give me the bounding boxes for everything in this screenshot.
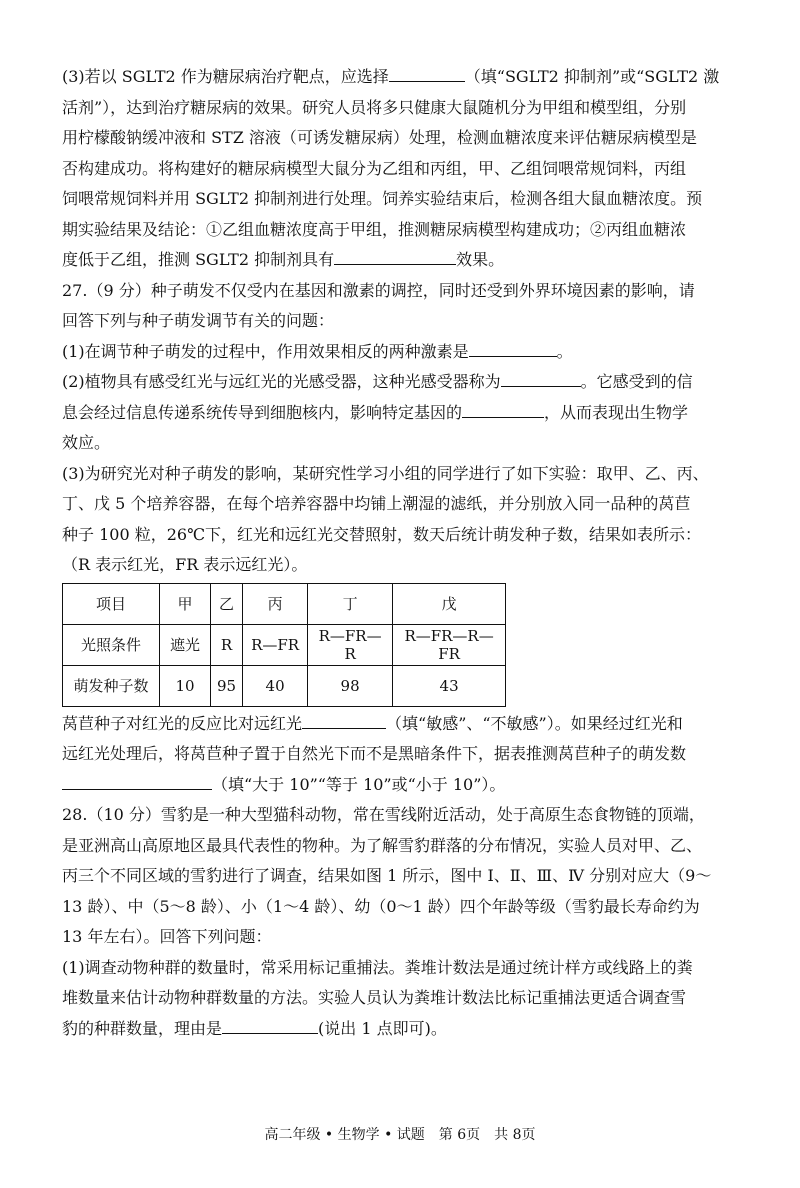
page-footer: 高二年级 • 生物学 • 试题 第 6页 共 8页 <box>264 1127 536 1143</box>
paragraph <box>62 398 738 429</box>
answer-blank[interactable] <box>501 369 581 387</box>
table-cell: R—FR <box>243 624 308 665</box>
table-cell: R—FR—R <box>308 624 393 665</box>
paragraph: 期实验结果及结论：①乙组血糖浓度高于甲组，推测糖尿病模型构建成功；②丙组血糖浓 <box>62 219 687 239</box>
text: （填“敏感”、“不敏感”）。如果经过红光和 <box>386 713 683 733</box>
paragraph: 远红光处理后，将莴苣种子置于自然光下而不是黑暗条件下，据表推测莴苣种子的萌发数 <box>62 744 687 763</box>
text: 。 <box>556 341 573 361</box>
text: 息会经过信息传递系统传导到细胞核内，影响特定基因的 <box>62 402 463 422</box>
paragraph: 活剂”），达到治疗糖尿病的效果。研究人员将多只健康大鼠随机分为甲组和模型组，分别 <box>62 97 687 117</box>
paragraph: 是亚洲高山高原地区最具代表性的物种。为了解雪豹群落的分布情况，实验人员对甲、乙、 <box>62 835 703 855</box>
paragraph: 丁、戊 5 个培养容器，在每个培养容器中均铺上潮湿的滤纸，并分别放入同一品种的莴苣 <box>62 494 691 513</box>
table-cell: 10 <box>160 665 211 706</box>
paragraph: 用柠檬酸钠缓冲液和 STZ 溶液（可诱发糖尿病）处理，检测血糖浓度来评估糖尿病模型是 <box>62 128 697 147</box>
paragraph <box>62 1014 738 1045</box>
exam-page <box>62 62 738 1044</box>
text: 。它感受到的信 <box>580 372 693 391</box>
text: 度低于乙组，推测 SGLT2 抑制剂具有 <box>62 250 335 269</box>
question-27-stem: 27.（9 分）种子萌发不仅受内在基因和激素的调控，同时还受到外界环境因素的影响，请 <box>62 280 695 300</box>
answer-blank[interactable] <box>222 1016 318 1034</box>
paragraph: （R 表示红光，FR 表示远红光）。 <box>62 555 308 574</box>
table-cell: 40 <box>243 665 308 706</box>
paragraph: 堆数量来估计动物种群数量的方法。实验人员认为粪堆计数法比标记重捕法更适合调查雪 <box>62 988 687 1007</box>
table-cell: 光照条件 <box>63 624 160 665</box>
table-cell: 戊 <box>393 583 506 624</box>
table-cell: R—FR—R—FR <box>393 624 506 665</box>
answer-blank[interactable] <box>334 247 456 265</box>
paragraph <box>62 770 738 801</box>
answer-blank[interactable] <box>389 64 465 82</box>
table-row <box>63 665 506 706</box>
text: (说出 1 点即可)。 <box>318 1018 447 1038</box>
text: ，从而表现出生物学 <box>544 402 689 422</box>
table-cell: 43 <box>393 665 506 706</box>
text: 效果。 <box>456 250 505 269</box>
table-cell: 遮光 <box>160 624 211 665</box>
table-cell: 萌发种子数 <box>63 665 160 706</box>
text: (2)植物具有感受红光与远红光的光感受器，这种光感受器称为 <box>62 372 501 391</box>
paragraph: (3)为研究光对种子萌发的影响，某研究性学习小组的同学进行了如下实验：取甲、乙、丙、 <box>62 463 709 483</box>
paragraph <box>62 709 738 740</box>
paragraph: 饲喂常规饲料并用 SGLT2 抑制剂进行处理。饲养实验结束后，检测各组大鼠血糖浓度。预 <box>62 189 703 208</box>
table-cell: 丁 <box>308 583 393 624</box>
text: （填“大于 10”“等于 10”或“小于 10”）。 <box>212 774 506 794</box>
table-cell: R <box>211 624 243 665</box>
text: 豹的种群数量，理由是 <box>62 1018 223 1038</box>
text: （填“SGLT2 抑制剂”或“SGLT2 激 <box>464 67 720 86</box>
text: 莴苣种子对红光的反应比对远红光 <box>62 713 303 733</box>
table-cell: 丙 <box>243 583 308 624</box>
table-header-row <box>63 583 506 624</box>
paragraph: 13 龄）、中（5～8 龄）、小（1～4 龄）、幼（0～1 龄）四个年龄等级（雪豹最长寿命约为 <box>62 896 700 916</box>
paragraph: 种子 100 粒，26℃下，红光和远红光交替照射，数天后统计萌发种子数，结果如表所示： <box>62 524 701 544</box>
answer-blank[interactable] <box>62 772 212 790</box>
text: (1)在调节种子萌发的过程中，作用效果相反的两种激素是 <box>62 341 469 361</box>
answer-blank[interactable] <box>462 400 544 418</box>
answer-blank[interactable] <box>469 339 557 357</box>
table-cell: 项目 <box>63 583 160 624</box>
table-cell: 乙 <box>211 583 243 624</box>
text: (3)若以 SGLT2 作为糖尿病治疗靶点，应选择 <box>62 67 389 86</box>
paragraph: (1)调查动物种群的数量时，常采用标记重捕法。粪堆计数法是通过统计样方或线路上的粪 <box>62 957 693 977</box>
paragraph: 13 年左右）。回答下列问题： <box>62 927 272 946</box>
paragraph: 效应。 <box>62 433 111 452</box>
paragraph <box>62 337 738 368</box>
paragraph <box>62 367 738 398</box>
table-row <box>63 624 506 665</box>
paragraph <box>62 62 738 93</box>
paragraph: 否构建成功。将构建好的糖尿病模型大鼠分为乙组和丙组，甲、乙组饲喂常规饲料，丙组 <box>62 158 687 178</box>
germination-table <box>62 583 506 707</box>
paragraph <box>62 245 738 276</box>
paragraph: 丙三个不同区域的雪豹进行了调查，结果如图 1 所示，图中 Ⅰ、Ⅱ、Ⅲ、Ⅳ 分别对应大（9～ <box>62 866 712 885</box>
table-cell: 98 <box>308 665 393 706</box>
table-cell: 甲 <box>160 583 211 624</box>
question-28-stem: 28.（10 分）雪豹是一种大型猫科动物，常在雪线附近活动，处于高原生态食物链的顶端， <box>62 805 705 824</box>
paragraph: 回答下列与种子萌发调节有关的问题： <box>62 311 335 330</box>
table-cell: 95 <box>211 665 243 706</box>
answer-blank[interactable] <box>302 711 386 729</box>
